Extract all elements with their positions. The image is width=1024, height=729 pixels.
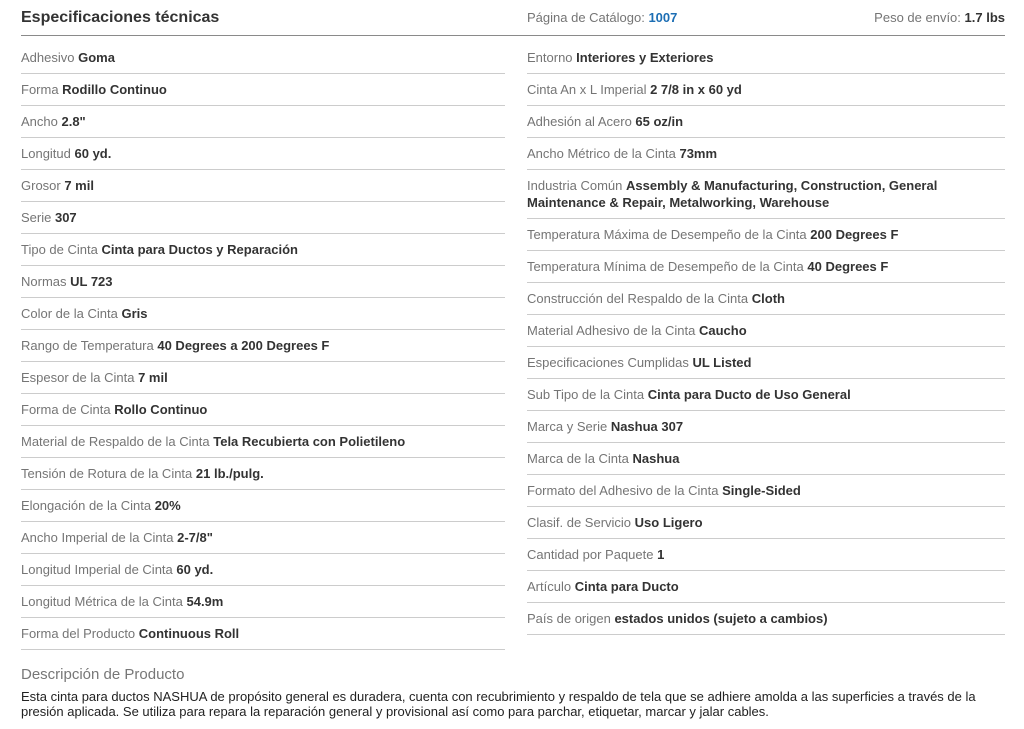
spec-label: Especificaciones Cumplidas: [527, 355, 693, 370]
spec-label: Adhesivo: [21, 50, 79, 65]
spec-column-left: [21, 42, 505, 650]
spec-value: Caucho: [698, 323, 747, 338]
spec-row-left-10: [21, 362, 505, 394]
spec-row-left-3: [21, 138, 505, 170]
spec-label: Artículo: [527, 579, 575, 594]
spec-row-left-0: [21, 42, 505, 74]
spec-value: 2-7/8": [177, 530, 213, 545]
spec-value: 20%: [154, 498, 181, 513]
spec-row-right-11: [527, 411, 1005, 443]
spec-value: 2 7/8 in x 60 yd: [650, 82, 742, 97]
spec-row-left-5: [21, 202, 505, 234]
spec-label: Adhesión al Acero: [527, 114, 636, 129]
spec-label: Tensión de Rotura de la Cinta: [21, 466, 196, 481]
spec-row-left-15: [21, 522, 505, 554]
spec-label: Temperatura Máxima de Desempeño de la Cinta: [527, 227, 811, 242]
spec-row-left-17: [21, 586, 505, 618]
spec-row-right-10: [527, 379, 1005, 411]
spec-value: Nashua: [632, 451, 680, 466]
spec-label: País de origen: [527, 611, 615, 626]
spec-row-right-13: [527, 475, 1005, 507]
catalog-page: [527, 9, 677, 26]
spec-row-right-7: [527, 283, 1005, 315]
spec-value: Goma: [78, 50, 115, 65]
spec-row-right-12: [527, 443, 1005, 475]
spec-value: Interiores y Exteriores: [576, 50, 714, 65]
spec-label: Cantidad por Paquete: [527, 547, 658, 562]
spec-label: Marca de la Cinta: [527, 451, 633, 466]
spec-label: Ancho Imperial de la Cinta: [21, 530, 178, 545]
spec-row-right-14: [527, 507, 1005, 539]
specs-header: [21, 0, 1005, 36]
spec-row-left-1: [21, 74, 505, 106]
spec-row-right-6: [527, 251, 1005, 283]
spec-row-right-8: [527, 315, 1005, 347]
spec-value: Cinta para Ductos y Reparación: [101, 242, 298, 257]
spec-label: Cinta An x L Imperial: [527, 82, 651, 97]
spec-row-right-17: [527, 603, 1005, 635]
spec-value: Assembly & Manufacturing, Construction, General Maintenance & Repair, Metalworking, Warehouse: [527, 178, 938, 210]
spec-value: Uso Ligero: [634, 515, 703, 530]
spec-row-right-16: [527, 571, 1005, 603]
spec-label: Forma del Producto: [21, 626, 139, 641]
catalog-page-link[interactable]: 1007: [648, 10, 678, 25]
spec-value: 307: [54, 210, 77, 225]
spec-value: Rodillo Continuo: [62, 82, 167, 97]
spec-value: UL Listed: [692, 355, 752, 370]
product-description-section: [21, 666, 1005, 719]
spec-row-left-8: [21, 298, 505, 330]
spec-label: Sub Tipo de la Cinta: [527, 387, 648, 402]
spec-row-left-14: [21, 490, 505, 522]
spec-label: Marca y Serie: [527, 419, 611, 434]
spec-label: Longitud Imperial de Cinta: [21, 562, 177, 577]
spec-label: Entorno: [527, 50, 577, 65]
spec-value: 73mm: [679, 146, 718, 161]
shipping-weight: [874, 9, 1005, 26]
spec-label: Espesor de la Cinta: [21, 370, 139, 385]
spec-row-left-9: [21, 330, 505, 362]
shipping-weight-label: Peso de envío:: [874, 10, 961, 25]
spec-row-right-3: [527, 138, 1005, 170]
spec-label: Temperatura Mínima de Desempeño de la Cinta: [527, 259, 808, 274]
spec-row-right-2: [527, 106, 1005, 138]
spec-value: Gris: [121, 306, 148, 321]
spec-value: 60 yd.: [176, 562, 214, 577]
spec-column-right: [527, 42, 1005, 635]
catalog-page-label: Página de Catálogo:: [527, 10, 645, 25]
spec-value: 7 mil: [64, 178, 94, 193]
spec-value: 200 Degrees F: [810, 227, 899, 242]
spec-row-left-11: [21, 394, 505, 426]
spec-value: 40 Degrees a 200 Degrees F: [157, 338, 330, 353]
shipping-weight-value: 1.7 lbs: [964, 10, 1005, 25]
spec-label: Formato del Adhesivo de la Cinta: [527, 483, 723, 498]
spec-row-right-1: [527, 74, 1005, 106]
spec-value: 40 Degrees F: [807, 259, 889, 274]
spec-label: Color de la Cinta: [21, 306, 122, 321]
spec-label: Material de Respaldo de la Cinta: [21, 434, 214, 449]
spec-row-left-16: [21, 554, 505, 586]
spec-row-left-4: [21, 170, 505, 202]
product-description-text: Esta cinta para ductos NASHUA de propósito general es duradera, cuenta con recubrimiento y respaldo de tela que se adhiere amolda a las superficies a través de la presión aplicada. Se utiliza para repara la reparación general y provisional así como para parchar, etiquetar, marcar y jalar cables.: [21, 689, 976, 719]
spec-row-right-5: [527, 219, 1005, 251]
spec-label: Longitud Métrica de la Cinta: [21, 594, 187, 609]
spec-value: Tela Recubierta con Polietileno: [213, 434, 406, 449]
spec-label: Grosor: [21, 178, 65, 193]
spec-value: Cinta para Ducto: [574, 579, 679, 594]
spec-value: Nashua 307: [610, 419, 684, 434]
spec-value: Cloth: [751, 291, 785, 306]
spec-value: estados unidos (sujeto a cambios): [614, 611, 828, 626]
spec-grid: [21, 36, 1005, 650]
spec-label: Serie: [21, 210, 55, 225]
page-title: Especificaciones técnicas: [21, 9, 220, 26]
spec-label: Forma: [21, 82, 63, 97]
spec-label: Ancho Métrico de la Cinta: [527, 146, 680, 161]
spec-value: Cinta para Ducto de Uso General: [647, 387, 851, 402]
spec-label: Clasif. de Servicio: [527, 515, 635, 530]
spec-value: 21 lb./pulg.: [195, 466, 264, 481]
spec-value: 65 oz/in: [635, 114, 684, 129]
spec-value: Rollo Continuo: [114, 402, 208, 417]
spec-label: Forma de Cinta: [21, 402, 115, 417]
spec-row-left-7: [21, 266, 505, 298]
spec-row-left-2: [21, 106, 505, 138]
spec-row-right-15: [527, 539, 1005, 571]
spec-row-right-9: [527, 347, 1005, 379]
spec-label: Tipo de Cinta: [21, 242, 102, 257]
spec-row-left-6: [21, 234, 505, 266]
spec-value: Continuous Roll: [138, 626, 240, 641]
spec-row-left-12: [21, 426, 505, 458]
spec-label: Normas: [21, 274, 71, 289]
spec-row-right-4: [527, 170, 1005, 219]
spec-value: 54.9m: [186, 594, 224, 609]
spec-value: 60 yd.: [74, 146, 112, 161]
spec-row-right-0: [527, 42, 1005, 74]
spec-label: Industria Común: [527, 178, 626, 193]
spec-value: Single-Sided: [722, 483, 801, 498]
spec-value: 1: [657, 547, 665, 562]
spec-label: Longitud: [21, 146, 75, 161]
spec-label: Material Adhesivo de la Cinta: [527, 323, 699, 338]
product-description-title: Descripción de Producto: [21, 666, 185, 683]
spec-row-left-18: [21, 618, 505, 650]
spec-value: 7 mil: [138, 370, 168, 385]
spec-value: 2.8": [61, 114, 86, 129]
spec-label: Rango de Temperatura: [21, 338, 158, 353]
spec-value: UL 723: [70, 274, 113, 289]
spec-label: Ancho: [21, 114, 62, 129]
spec-label: Construcción del Respaldo de la Cinta: [527, 291, 752, 306]
header-meta: [527, 9, 1005, 26]
spec-row-left-13: [21, 458, 505, 490]
spec-label: Elongación de la Cinta: [21, 498, 155, 513]
